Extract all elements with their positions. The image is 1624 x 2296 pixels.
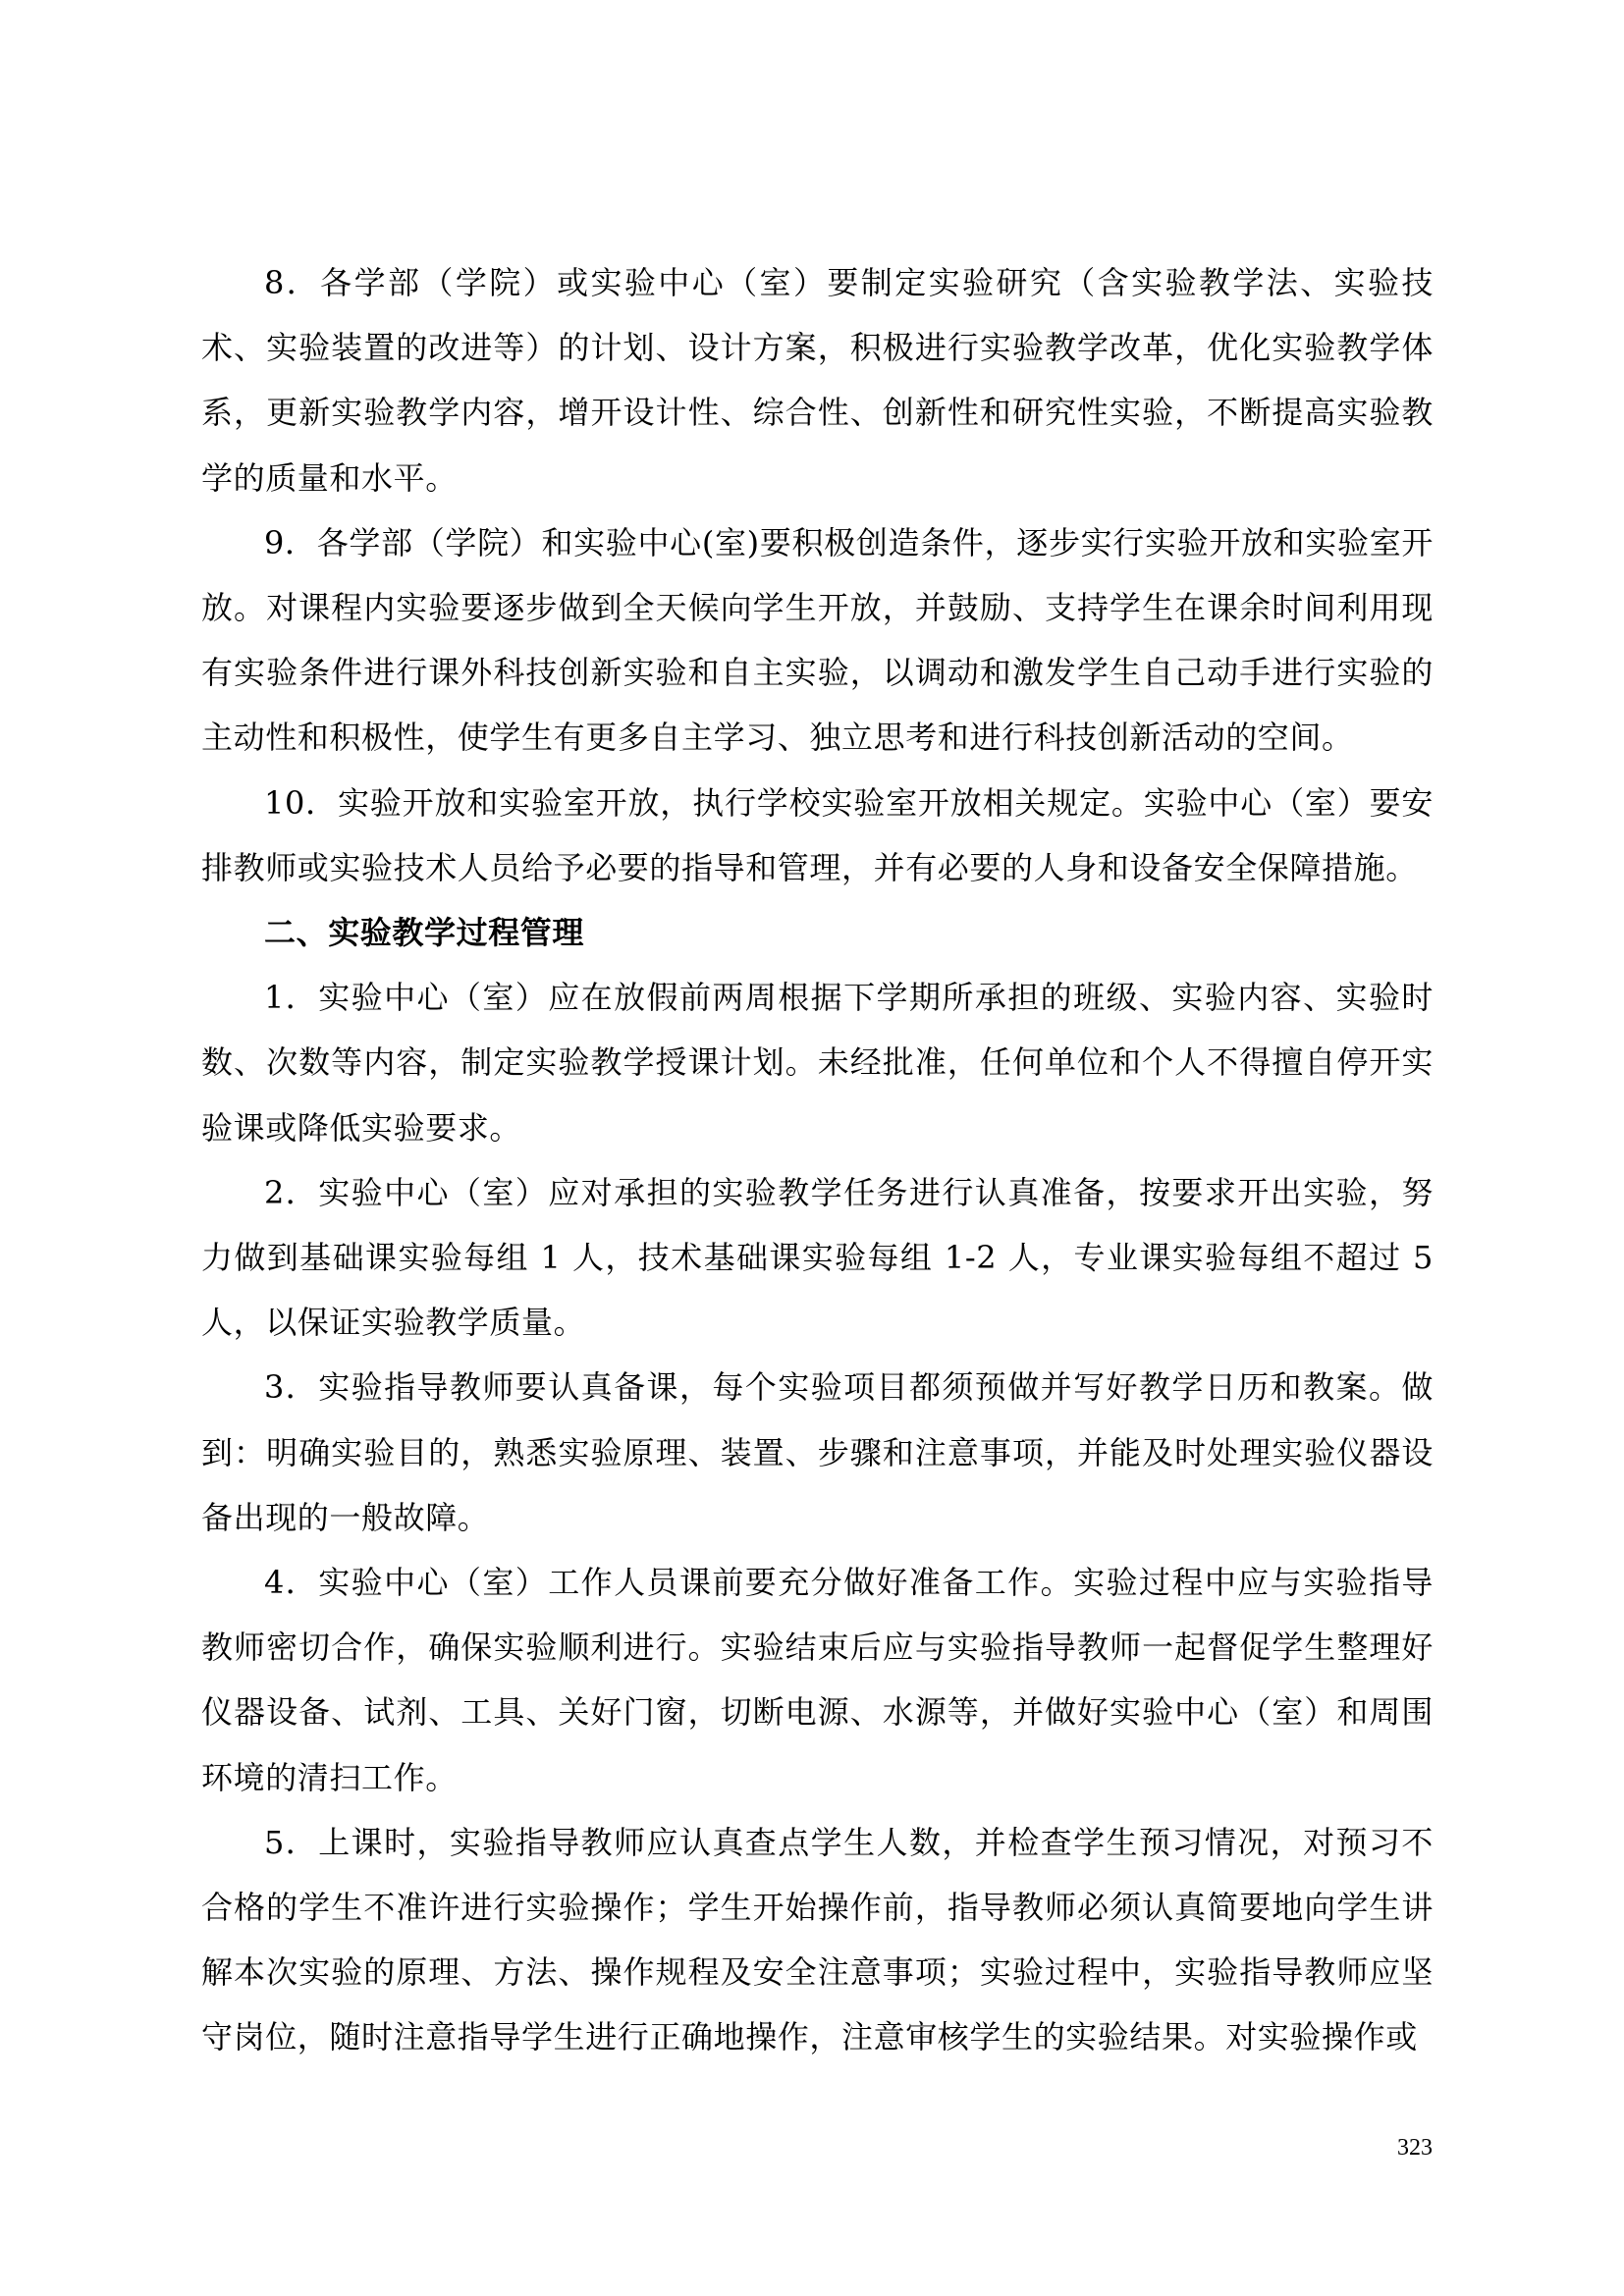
section-heading: 二、实验教学过程管理: [264, 914, 585, 952]
paragraph-10: 10．实验开放和实验室开放，执行学校实验室开放相关规定。实验中心（室）要安排教师或实验技术人员给予必要的指导和管理，并有必要的人身和设备安全保障措施。: [201, 783, 1434, 886]
document-body: [201, 250, 1434, 2070]
paragraph-1: 1．实验中心（室）应在放假前两周根据下学期所承担的班级、实验内容、实验时数、次数等内容，制定实验教学授课计划。未经批准，任何单位和个人不得擅自停开实验课或降低实验要求。: [201, 979, 1434, 1147]
paragraph-9: 9．各学部（学院）和实验中心(室)要积极创造条件，逐步实行实验开放和实验室开放。对课程内实验要逐步做到全天候向学生开放，并鼓励、支持学生在课余时间利用现有实验条件进行课外科技创新实验和自主实验，以调动和激发学生自己动手进行实验的主动性和积极性，使学生有更多自主学习、独立思考和进行科技创新活动的空间。: [201, 523, 1434, 757]
paragraph-3: 3．实验指导教师要认真备课，每个实验项目都须预做并写好教学日历和教案。做到：明确实验目的，熟悉实验原理、装置、步骤和注意事项，并能及时处理实验仪器设备出现的一般故障。: [201, 1368, 1434, 1536]
paragraph-2: 2．实验中心（室）应对承担的实验教学任务进行认真准备，按要求开出实验，努力做到基础课实验每组 1 人，技术基础课实验每组 1-2 人，专业课实验每组不超过 5 人，以保证实验教学质量。: [201, 1173, 1434, 1342]
paragraph-5: 5．上课时，实验指导教师应认真查点学生人数，并检查学生预习情况，对预习不合格的学生不准许进行实验操作；学生开始操作前，指导教师必须认真简要地向学生讲解本次实验的原理、方法、操作规程及安全注意事项；实验过程中，实验指导教师应坚守岗位，随时注意指导学生进行正确地操作，注意审核学生的实验结果。对实验操作或: [201, 1823, 1434, 2056]
paragraph-8: 8．各学部（学院）或实验中心（室）要制定实验研究（含实验教学法、实验技术、实验装置的改进等）的计划、设计方案，积极进行实验教学改革，优化实验教学体系，更新实验教学内容，增开设计性、综合性、创新性和研究性实验，不断提高实验教学的质量和水平。: [201, 264, 1434, 497]
page-number: 323: [1397, 2135, 1433, 2161]
paragraph-4: 4．实验中心（室）工作人员课前要充分做好准备工作。实验过程中应与实验指导教师密切合作，确保实验顺利进行。实验结束后应与实验指导教师一起督促学生整理好仪器设备、试剂、工具、关好门窗，切断电源、水源等，并做好实验中心（室）和周围环境的清扫工作。: [201, 1564, 1434, 1796]
